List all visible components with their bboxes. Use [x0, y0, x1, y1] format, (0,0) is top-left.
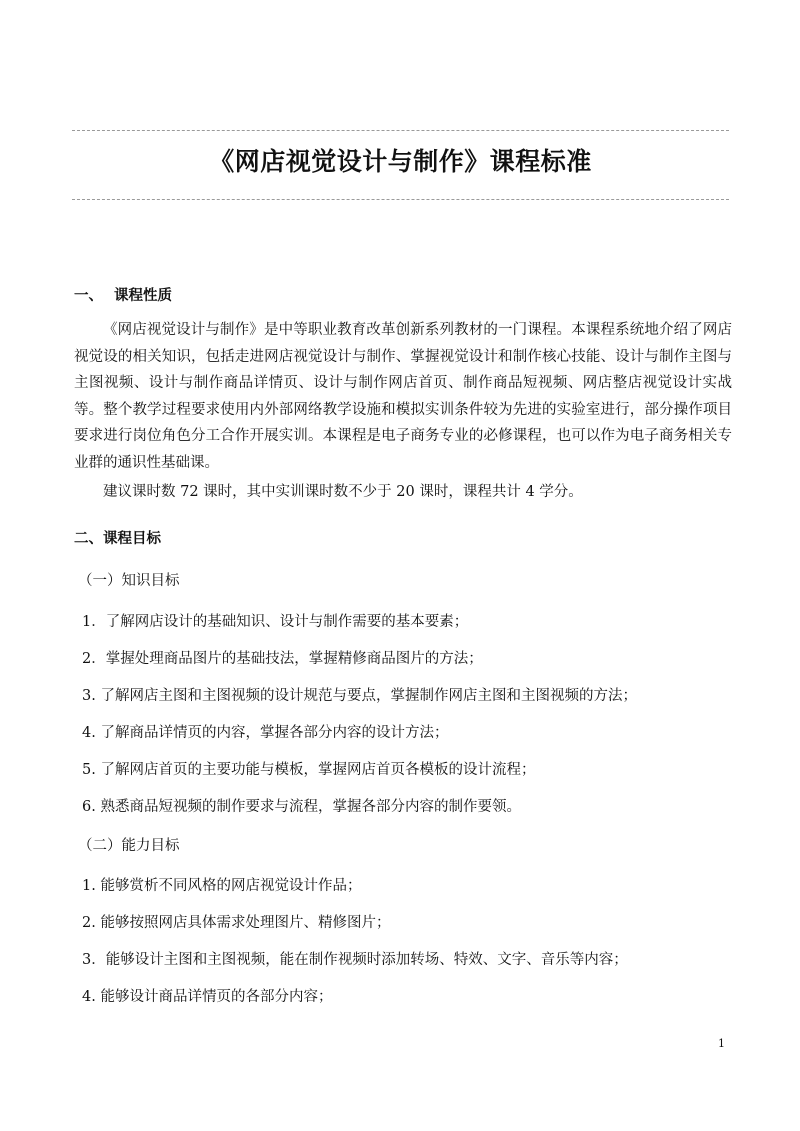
section-1-heading	[74, 284, 172, 305]
credit-hours-paragraph: 建议课时数 72 课时，其中实训课时数不少于 20 课时，课程共计 4 学分。	[103, 484, 583, 500]
section-2-heading: 二、课程目标	[74, 531, 161, 547]
knowledge-goal-item: 3. 了解网店主图和主图视频的设计规范与要点，掌握制作网店主图和主图视频的方法；	[82, 688, 637, 704]
ability-goal-item: 4. 能够设计商品详情页的各部分内容；	[82, 989, 333, 1005]
course-nature-paragraph: 《网店视觉设计与制作》是中等职业教育改革创新系列教材的一门课程。本课程系统地介绍了网店视觉设的相关知识，包括走进网店视觉设计与制作、掌握视觉设计和制作核心技能、设计与制作主图与主图视频、设计与制作商品详情页、设计与制作网店首页、制作商品短视频、网店整店视觉设计实战等。整个教学过程要求使用内外部网络教学设施和模拟实训条件较为先进的实验室进行，部分操作项目要求进行岗位角色分工合作开展实训。本课程是电子商务专业的必修课程，也可以作为电子商务相关专业群的通识性基础课。	[74, 322, 732, 471]
knowledge-goals-heading: （一）知识目标	[78, 573, 180, 589]
section-1-title: 课程性质	[114, 288, 172, 304]
section-1-number: 一、	[74, 288, 103, 304]
ability-goal-item: 3．能够设计主图和主图视频，能在制作视频时添加转场、特效、文字、音乐等内容；	[82, 952, 628, 968]
ability-goal-item: 1. 能够赏析不同风格的网店视觉设计作品；	[82, 878, 362, 894]
knowledge-goal-item: 5. 了解网店首页的主要功能与模板，掌握网店首页各模板的设计流程；	[82, 762, 536, 778]
document-title: 《网店视觉设计与制作》课程标准	[209, 147, 592, 176]
page-number: 1	[718, 1037, 725, 1050]
title-top-rule	[72, 130, 729, 131]
ability-goal-item: 2. 能够按照网店具体需求处理图片、精修图片；	[82, 915, 391, 931]
knowledge-goal-item: 4. 了解商品详情页的内容，掌握各部分内容的设计方法；	[82, 725, 449, 741]
knowledge-goal-item: 6. 熟悉商品短视频的制作要求与流程，掌握各部分内容的制作要领。	[82, 799, 521, 815]
ability-goals-heading: （二）能力目标	[78, 838, 180, 854]
knowledge-goal-item: 1．了解网店设计的基础知识、设计与制作需要的基本要素；	[82, 614, 469, 630]
knowledge-goal-item: 2．掌握处理商品图片的基础技法，掌握精修商品图片的方法；	[82, 651, 483, 667]
title-bottom-rule	[72, 199, 729, 200]
